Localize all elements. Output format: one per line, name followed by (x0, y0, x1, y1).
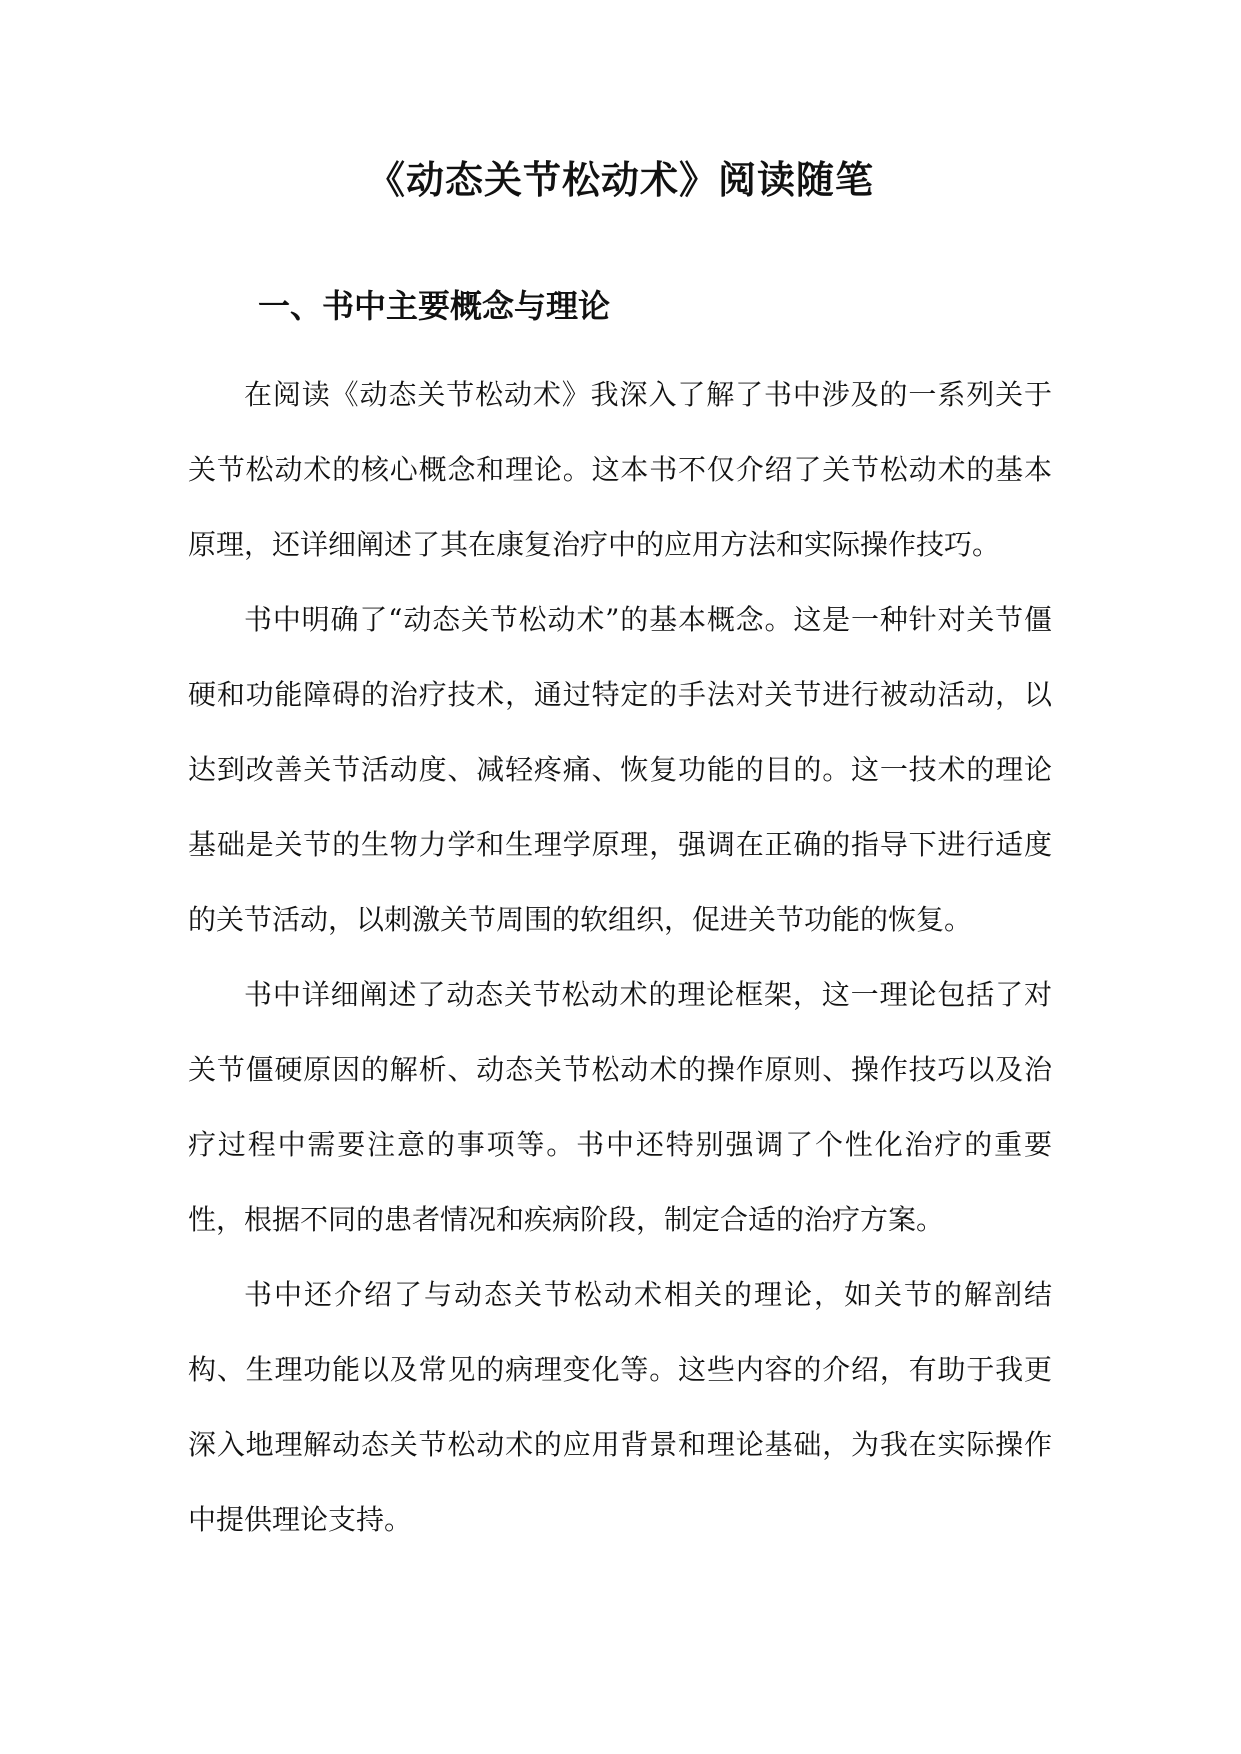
paragraph: 书中还介绍了与动态关节松动术相关的理论，如关节的解剖结构、生理功能以及常见的病理变化等。这些内容的介绍，有助于我更深入地理解动态关节松动术的应用背景和理论基础，为我在实际操作中提供理论支持。 (188, 1278, 1052, 1536)
section-body (188, 357, 1052, 1557)
section-heading: 一、书中主要概念与理论 (258, 287, 611, 325)
paragraph: 书中详细阐述了动态关节松动术的理论框架，这一理论包括了对关节僵硬原因的解析、动态关节松动术的操作原则、操作技巧以及治疗过程中需要注意的事项等。书中还特别强调了个性化治疗的重要性，根据不同的患者情况和疾病阶段，制定合适的治疗方案。 (188, 978, 1052, 1236)
document-title: 《动态关节松动术》阅读随笔 (366, 157, 874, 202)
paragraph: 书中明确了“动态关节松动术”的基本概念。这是一种针对关节僵硬和功能障碍的治疗技术，通过特定的手法对关节进行被动活动，以达到改善关节活动度、减轻疼痛、恢复功能的目的。这一技术的理论基础是关节的生物力学和生理学原理，强调在正确的指导下进行适度的关节活动，以刺激关节周围的软组织，促进关节功能的恢复。 (188, 603, 1052, 936)
paragraph: 在阅读《动态关节松动术》我深入了解了书中涉及的一系列关于关节松动术的核心概念和理论。这本书不仅介绍了关节松动术的基本原理，还详细阐述了其在康复治疗中的应用方法和实际操作技巧。 (188, 378, 1052, 561)
